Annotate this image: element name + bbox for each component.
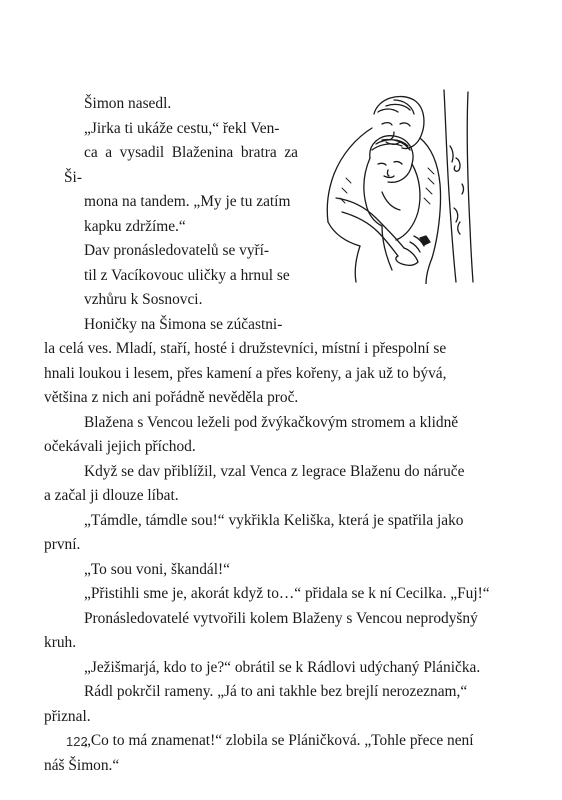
paragraph xyxy=(44,729,496,778)
text-line: mona na tandem. „My je tu zatím xyxy=(84,193,291,210)
text-line: hnali loukou i lesem, přes kamení a přes kořeny, a jak už to bývá, xyxy=(44,364,447,382)
text-line: Pronásledovatelé vytvořili kolem Blaženy s Vencou neprodyšný xyxy=(84,609,478,627)
paragraph xyxy=(44,607,496,656)
text-line: til z Vacíkovouc uličky a hrnul se xyxy=(84,266,290,284)
paragraph xyxy=(64,92,496,117)
text-line: „Co to má znamenat!“ zlobila se Pláničková. „Tohle přece není xyxy=(84,732,474,749)
paragraph xyxy=(44,460,496,509)
paragraph xyxy=(64,582,496,607)
paragraph xyxy=(44,411,496,460)
text-line: ca a vysadil Blaženina bratra za Ši- xyxy=(64,144,298,186)
text-line: „Támdle, támdle sou!“ vykřikla Keliška, která je spatřila jako xyxy=(84,511,464,529)
story-text xyxy=(44,92,496,778)
text-line: první. xyxy=(44,536,81,553)
paragraph xyxy=(64,239,298,313)
paragraph xyxy=(44,313,496,411)
paragraph xyxy=(44,680,496,729)
text-line: a začal ji dlouze líbat. xyxy=(44,487,179,504)
text-line: Šimon nasedl. xyxy=(84,95,172,112)
text-line: kruh. xyxy=(44,634,77,651)
text-line: náš Šimon.“ xyxy=(44,756,120,774)
page-number: 122 xyxy=(66,734,88,749)
text-line: očekávali jejich příchod. xyxy=(44,438,196,455)
paragraph xyxy=(44,509,496,558)
paragraph xyxy=(64,117,298,240)
text-line: Rádl pokrčil rameny. „Já to ani takhle bez brejlí nerozeznam,“ xyxy=(84,683,468,700)
text-line: „Ježišmarjá, kdo to je?“ obrátil se k Rádlovi udýchaný Plánička. xyxy=(84,658,481,676)
text-line: „Jirka ti ukáže cestu,“ řekl Ven- xyxy=(84,119,280,137)
paragraph xyxy=(64,656,496,681)
text-line: vzhůru k Sosnovci. xyxy=(84,291,203,308)
text-line: většina z nich ani pořádně nevěděla proč. xyxy=(44,389,299,406)
text-line: Honičky na Šimona se zúčastni- xyxy=(84,315,283,333)
text-line: přiznal. xyxy=(44,707,91,725)
text-line: „Přistihli sme je, akorát když to…“ přidala se k ní Cecilka. „Fuj!“ xyxy=(84,585,490,602)
text-line: kapku zdržíme.“ xyxy=(84,217,186,235)
text-line: la celá ves. Mladí, staří, hosté i družstevníci, místní i přespolní se xyxy=(44,340,447,357)
text-line: Blažena s Vencou leželi pod žvýkačkovým stromem a klidně xyxy=(84,413,459,431)
text-line: Dav pronásledovatelů se vyří- xyxy=(84,242,270,259)
text-line: „To sou voni, škandál!“ xyxy=(84,560,230,578)
paragraph xyxy=(64,558,496,583)
text-line: Když se dav přiblížil, vzal Venca z legrace Blaženu do náruče xyxy=(84,462,465,480)
